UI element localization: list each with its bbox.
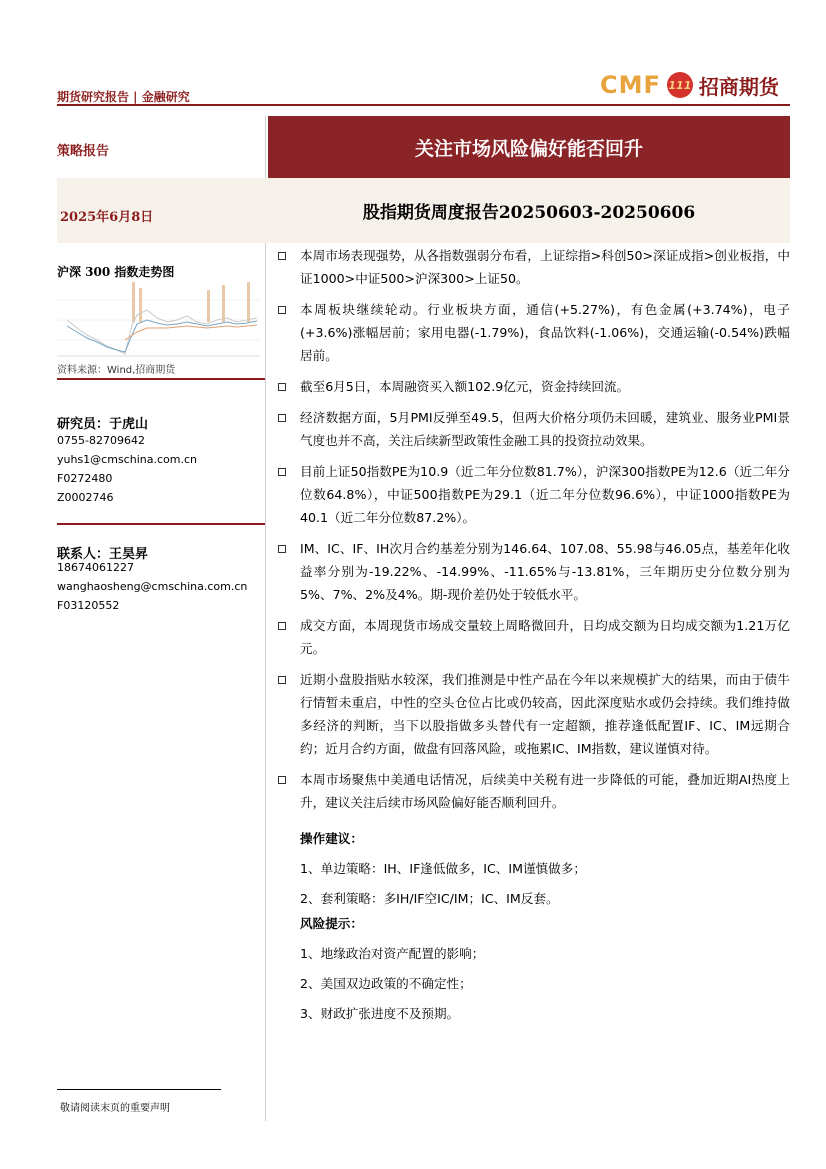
bullet-square-icon [278,252,286,260]
bullet-text: 近期小盘股指贴水较深，我们推测是中性产品在今年以来规模扩大的结果，而由于债牛行情暂未重启，中性的空头仓位占比或仍较高，因此深度贴水或仍会持续。我们维持做多经济的判断，当下以股指做多头替代有一定超额，推荐逢低配置IF、IC、IM远期合约；近月合约方面，做盘有回落风险，或拖累IC、IM指数，建议谨慎对待。 [300,672,790,756]
report-date: 2025年6月8日 [60,210,154,225]
analyst-email[interactable]: yuhs1@cmschina.com.cn [57,453,197,466]
bullet-text: 本周市场聚焦中美通电话情况，后续美中关税有进一步降低的可能，叠加近期AI热度上升，建议关注后续市场风险偏好能否顺利回升。 [300,772,790,810]
bullet-item [275,537,790,606]
footer-note: 敬请阅读末页的重要声明 [60,1103,170,1114]
bullet-item [275,614,790,660]
bullet-square-icon [278,306,286,314]
logo-cmf-text: CMF [600,71,661,99]
bullet-item [275,768,790,814]
index-trend-chart [57,280,260,358]
index-line-1 [67,310,257,354]
risk-item: 2、美国双边政策的不确定性； [300,976,472,991]
analyst-id-1: F0272480 [57,472,113,485]
bullet-square-icon [278,414,286,422]
header-divider [57,104,790,106]
index-line-2 [67,320,257,352]
operations-section [300,828,790,907]
index-line-3 [125,325,257,340]
report-subtitle: 股指期货周度报告20250603-20250606 [362,203,696,223]
analyst-id-2: Z0002746 [57,491,114,504]
bullet-square-icon [278,468,286,476]
left-divider-2 [57,523,265,525]
operations-heading: 操作建议： [300,831,363,846]
index-trend-svg [57,280,260,358]
report-type-label: 策略报告 [57,144,110,159]
bullet-text: 经济数据方面，5月PMI反弹至49.5，但两大价格分项仍未回暖，建筑业、服务业PMI景气度也并不高，关注后续新型政策性金融工具的投资拉动效果。 [300,410,790,448]
bullet-item [275,460,790,529]
bullet-square-icon [278,383,286,391]
bullet-text: 本周市场表现强势，从各指数强弱分布看，上证综指>科创50>深证成指>创业板指，中证1000>中证500>沪深300>上证50。 [300,248,790,286]
column-divider [265,116,266,1121]
operation-item: 1、单边策略：IH、IF逢低做多，IC、IM谨慎做多； [300,861,586,876]
risk-item: 3、财政扩张进度不及预期。 [300,1006,460,1021]
report-category: 期货研究报告 | 金融研究 [57,90,190,104]
bullet-text: 截至6月5日，本周融资买入额102.9亿元，资金持续回流。 [300,379,630,394]
left-divider-1 [57,378,265,380]
chart-panel-title: 沪深 300 指数走势图 [57,265,175,279]
bullet-text: 目前上证50指数PE为10.9（近二年分位数81.7%），沪深300指数PE为12.6（近二年分位数64.8%），中证500指数PE为29.1（近二年分位数96.6%），中证1000指数PE为40.1（近二年分位数87.2%）。 [300,464,790,525]
bullet-text: IM、IC、IF、IH次月合约基差分别为146.64、107.08、55.98与46.05点，基差年化收益率分别为-19.22%、-14.99%、-11.65%与-13.81%，三年期历史分位数分别为5%、7%、2%及4%。期-现价差仍处于较低水平。 [300,541,790,602]
bullet-square-icon [278,622,286,630]
volume-bars [132,282,250,322]
bullet-square-icon [278,676,286,684]
contact-id-1: F03120552 [57,599,120,612]
contact-phone: 18674061227 [57,561,134,574]
bullet-item [275,375,790,398]
bullet-item [275,668,790,760]
operation-item: 2、套利策略：多IH/IF空IC/IM；IC、IM反套。 [300,891,559,906]
company-logo [600,70,779,100]
summary-bullets [275,244,790,822]
footer-divider [57,1089,221,1090]
chart-grid [57,300,260,340]
bullet-square-icon [278,776,286,784]
bullet-text: 本周板块继续轮动。行业板块方面，通信(+5.27%)，有色金属(+3.74%)，电子(+3.6%)涨幅居前；家用电器(-1.79%)，食品饮料(-1.06%)，交通运输(-0.54%)跌幅居前。 [300,302,790,363]
logo-company-name: 招商期货 [698,74,779,99]
analyst-contact [57,431,197,507]
bullet-item [275,406,790,452]
bullet-square-icon [278,545,286,553]
report-title: 关注市场风险偏好能否回升 [268,116,790,178]
risks-heading: 风险提示： [300,916,363,931]
contact-email[interactable]: wanghaosheng@cmschina.com.cn [57,580,248,593]
analyst-name: 研究员：于虎山 [57,417,149,432]
chart-source: 资料来源：Wind,招商期货 [57,365,176,376]
risks-section [300,913,790,1022]
bullet-item [275,244,790,290]
contact-name: 联系人：王昊昇 [57,547,149,562]
risk-item: 1、地缘政治对资产配置的影响； [300,946,485,961]
logo-mark-icon: 111 [667,72,693,98]
contact-details [57,558,247,615]
analyst-phone: 0755-82709642 [57,434,145,447]
bullet-item [275,298,790,367]
bullet-text: 成交方面，本周现货市场成交量较上周略微回升，日均成交额为日均成交额为1.21万亿元。 [300,618,790,656]
